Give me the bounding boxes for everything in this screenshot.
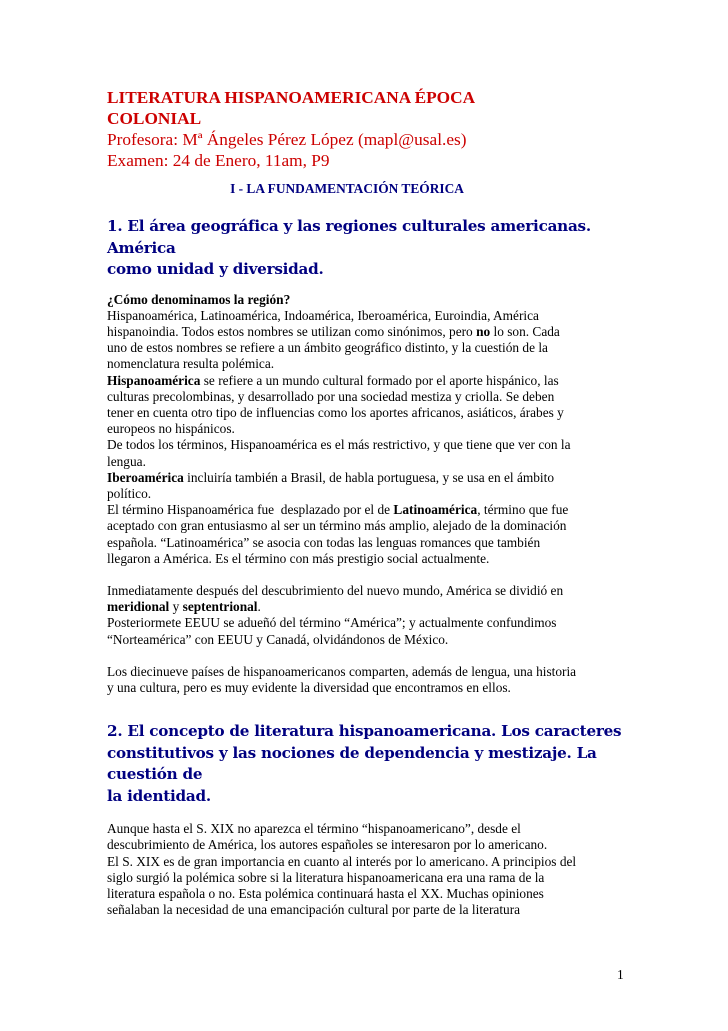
text-line	[107, 599, 627, 615]
text-line: “Norteamérica” con EEUU y Canadá, olvidándonos de México.	[107, 631, 449, 647]
text-line: Posteriormete EEUU se adueñó del término “América”; y actualmente confundimos	[107, 615, 557, 631]
bold-run: septentrional	[182, 599, 258, 615]
text-line: Inmediatamente después del descubrimiento del nuevo mundo, América se dividió en	[107, 582, 564, 598]
text-line: Los diecinueve países de hispanoamericanos comparten, además de lengua, una historia	[107, 663, 577, 679]
text-line: Aunque hasta el S. XIX no aparezca el término “hispanoamericano”, desde el	[107, 821, 521, 837]
paragraph-5	[107, 502, 627, 567]
text-line: nomenclatura resulta polémica.	[107, 356, 275, 372]
bold-run: Iberoamérica	[107, 469, 184, 485]
text-line: española. “Latinoamérica” se asocia con todas las lenguas romances que también	[107, 534, 541, 550]
text-run: y	[169, 599, 183, 615]
teacher-line: Profesora: Mª Ángeles Pérez López (mapl@usal.es)	[107, 130, 467, 149]
course-title-line1: LITERATURA HISPANOAMERICANA ÉPOCA	[107, 88, 476, 107]
paragraph-6	[107, 583, 627, 648]
text-line	[107, 373, 627, 389]
text-run: , término que fue	[477, 502, 569, 518]
text-line: lengua.	[107, 453, 146, 469]
page-number: 1	[617, 967, 624, 982]
paragraph-spacer	[107, 807, 627, 821]
bold-run: meridional	[107, 599, 170, 615]
text-line: uno de estos nombres se refiere a un ámbito geográfico distinto, y la cuestión de la	[107, 340, 548, 356]
text-line: Hispanoamérica, Latinoamérica, Indoamérica, Iberoamérica, Euroindia, América	[107, 307, 539, 323]
text-line: llegaron a América. Es el término con más prestigio social actualmente.	[107, 550, 490, 566]
question-heading: ¿Cómo denominamos la región?	[107, 291, 291, 307]
heading-2-line3: la identidad.	[107, 786, 211, 805]
bold-run: Latinoamérica	[393, 502, 478, 518]
text-line: descubrimiento de América, los autores españoles se interesaron por lo americano.	[107, 837, 548, 853]
heading-2	[107, 721, 627, 807]
text-line: literatura española o no. Esta polémica continuará hasta el XX. Muchas opiniones	[107, 885, 544, 901]
text-line: De todos los términos, Hispanoamérica es el más restrictivo, y que tiene que ver con la	[107, 437, 571, 453]
text-run: lo son. Cada	[490, 323, 560, 339]
exam-line: Examen: 24 de Enero, 11am, P9	[107, 151, 330, 170]
text-line: tener en cuenta otro tipo de influencias como los aportes africanos, asiáticos, árabes y	[107, 404, 564, 420]
section-title: I - LA FUNDAMENTACIÓN TEÓRICA	[230, 181, 464, 196]
bold-run: Hispanoamérica	[107, 372, 201, 388]
paragraph-2	[107, 373, 627, 438]
heading-2-line2: constitutivos y las nociones de dependencia y mestizaje. La cuestión de	[107, 743, 597, 784]
heading-1-line2: como unidad y diversidad.	[107, 260, 324, 278]
paragraph-7	[107, 664, 627, 696]
heading-1	[107, 216, 627, 281]
course-title-line2: COLONIAL	[107, 109, 202, 128]
heading-1-line1: 1. El área geográfica y las regiones culturales americanas. América	[107, 217, 591, 257]
paragraph-4	[107, 470, 627, 502]
text-run: hispanoindia. Todos estos nombres se utilizan como sinónimos, pero	[107, 323, 477, 339]
text-line: europeos no hispánicos.	[107, 421, 235, 437]
text-line	[107, 470, 627, 486]
text-line: y una cultura, pero es muy evidente la diversidad que encontramos en ellos.	[107, 679, 511, 695]
page-content	[107, 87, 627, 918]
text-run: .	[257, 599, 261, 615]
heading-2-line1: 2. El concepto de literatura hispanoamericana. Los caracteres	[107, 722, 622, 741]
text-line: aceptado con gran entusiasmo al ser un término más amplio, alejado de la dominación	[107, 518, 567, 534]
text-line	[107, 502, 627, 518]
text-run: incluiría también a Brasil, de habla portuguesa, y se usa en el ámbito	[183, 469, 555, 485]
text-line: político.	[107, 485, 152, 501]
paragraph-3	[107, 437, 627, 469]
paragraph-spacer	[107, 648, 627, 664]
text-run: El término Hispanoamérica fue desplazado por el de	[107, 502, 394, 518]
paragraph-1	[107, 308, 627, 373]
paragraph-spacer	[107, 567, 627, 583]
text-line: El S. XIX es de gran importancia en cuanto al interés por lo americano. A principios del	[107, 853, 577, 869]
text-line: señalaban la necesidad de una emancipación cultural por parte de la literatura	[107, 902, 521, 918]
text-line: culturas precolombinas, y desarrollado por una sociedad mestiza y criolla. Se deben	[107, 388, 555, 404]
paragraph-8	[107, 821, 627, 918]
text-run: se refiere a un mundo cultural formado por el aporte hispánico, las	[200, 372, 559, 388]
bold-run: no	[476, 323, 491, 339]
text-line	[107, 324, 627, 340]
text-line: siglo surgió la polémica sobre si la literatura hispanoamericana era una rama de la	[107, 869, 545, 885]
